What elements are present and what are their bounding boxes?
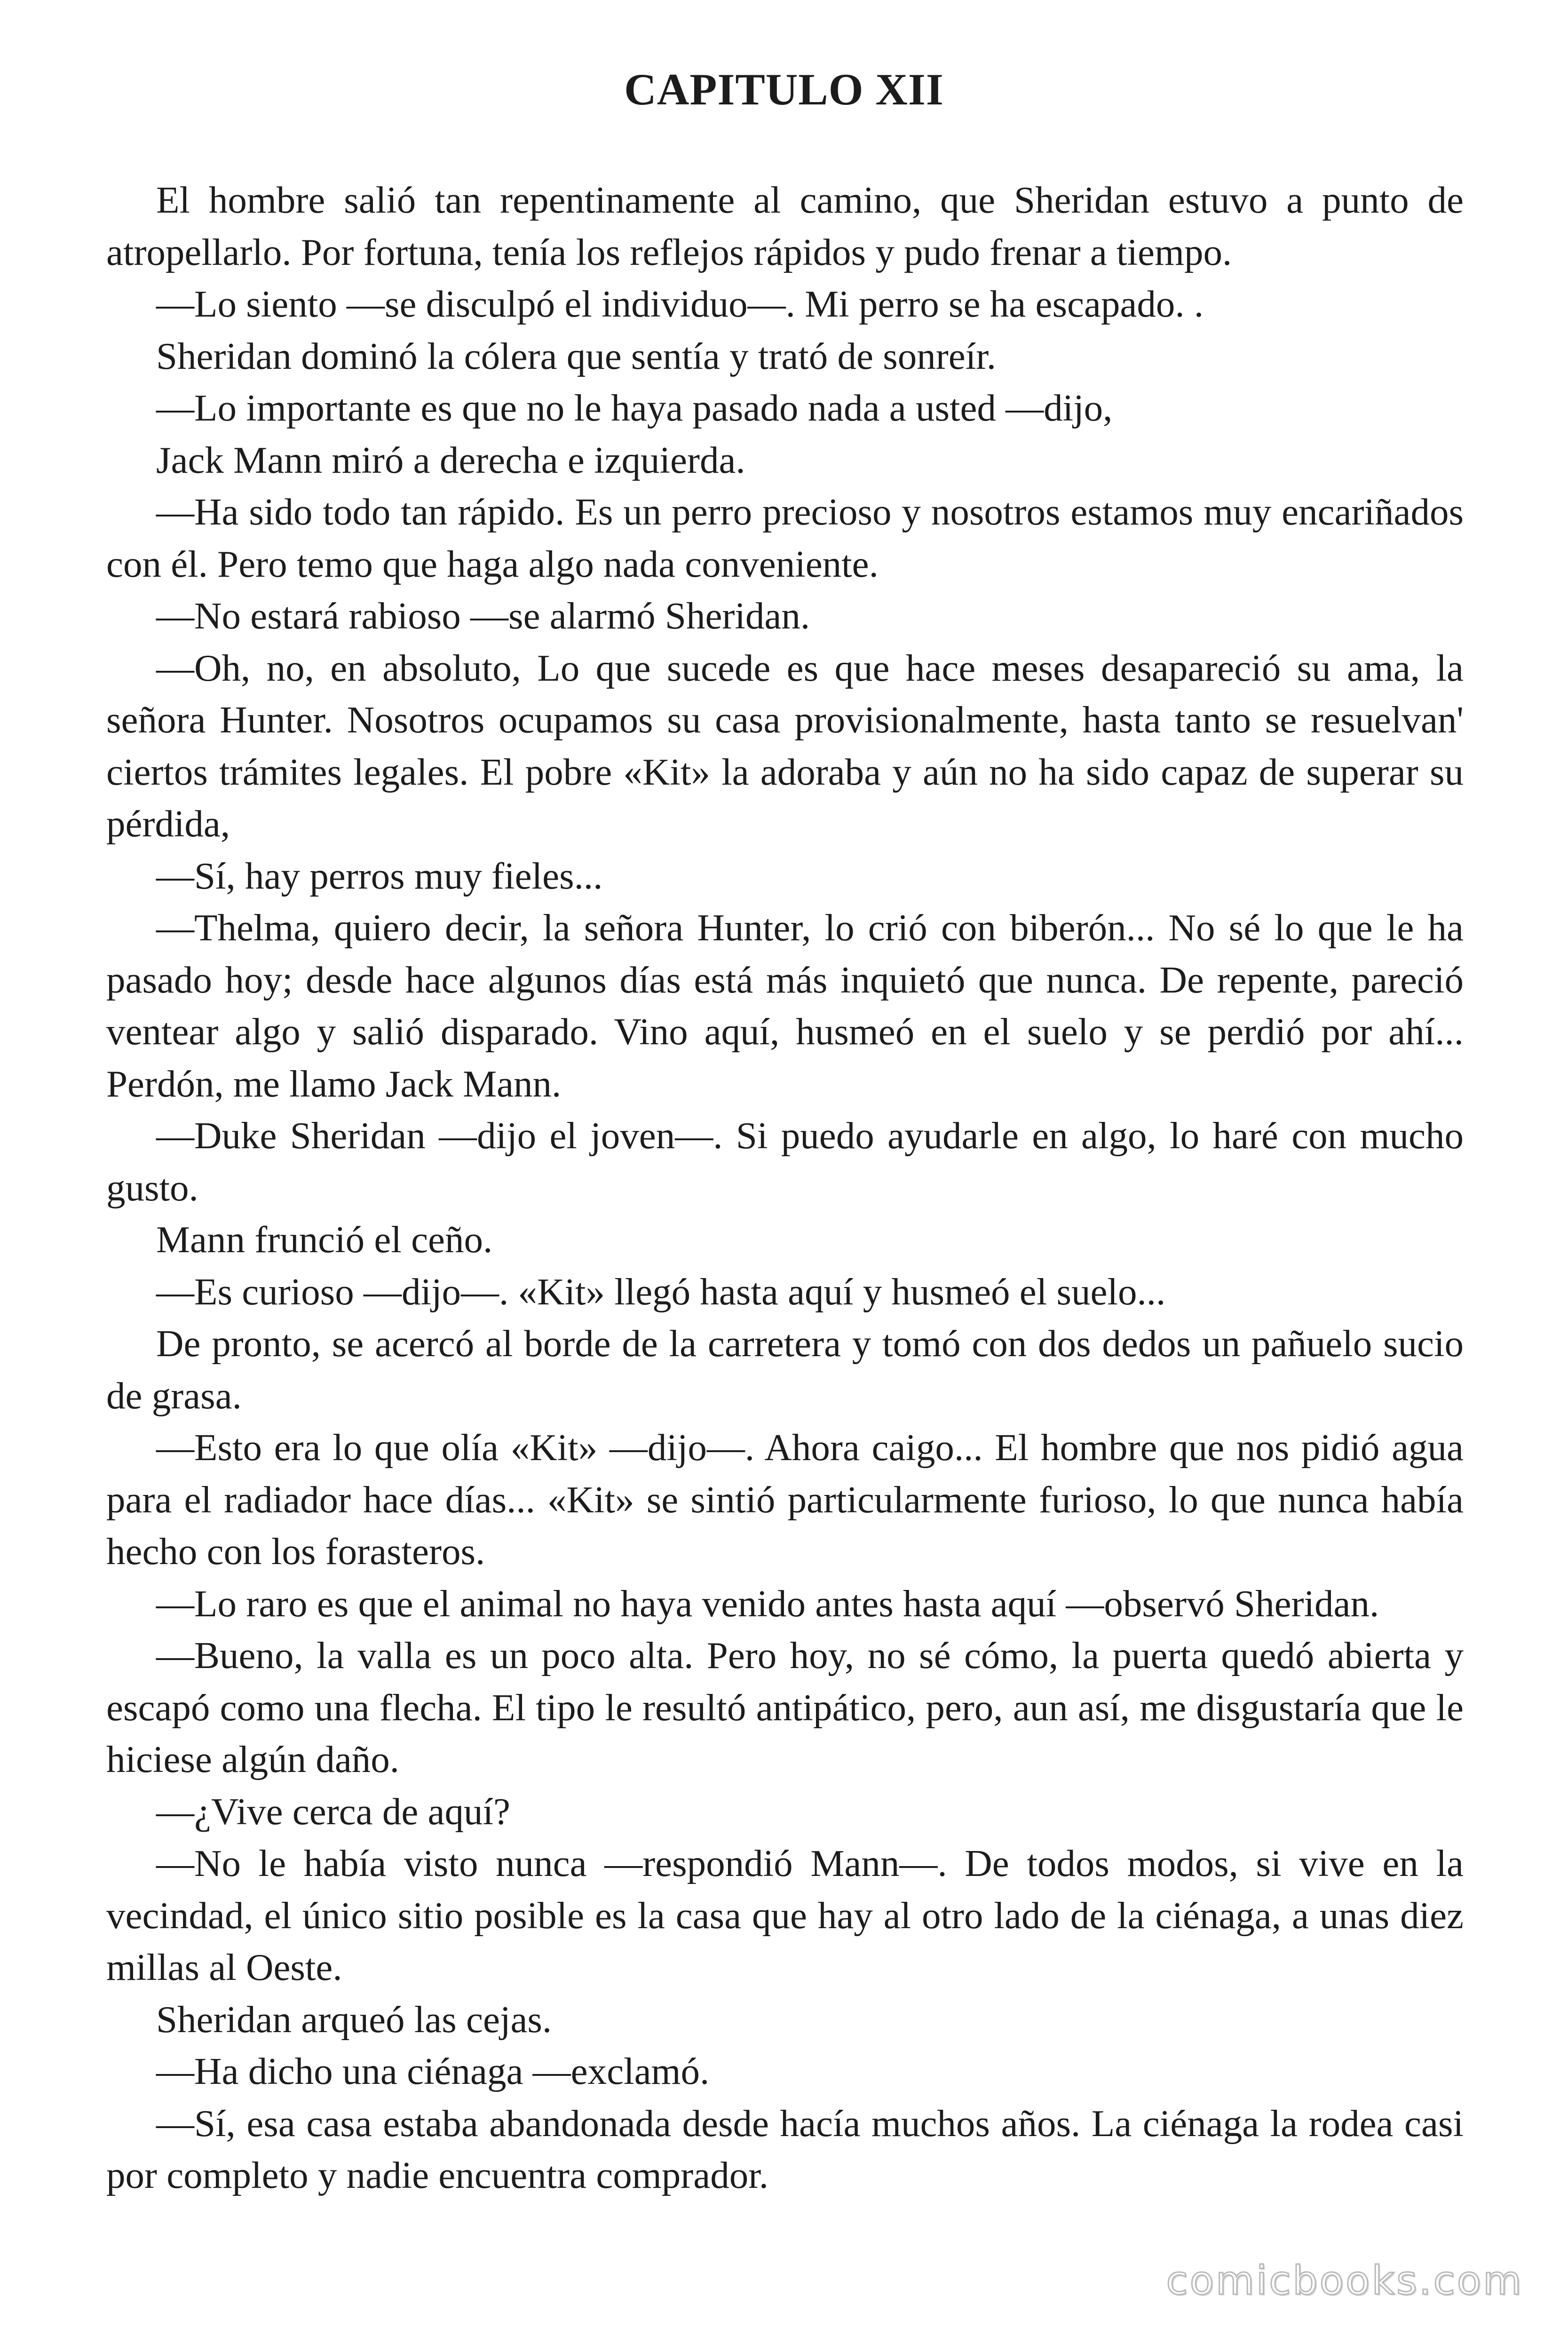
paragraph: —Lo raro es que el animal no haya venido antes hasta aquí —observó Sheridan. <box>156 1582 1379 1625</box>
paragraph: —Oh, no, en absoluto, Lo que sucede es que hace meses desapareció su ama, la señora Hunter. Nosotros ocupamos su casa provisionalmente, hasta tanto se resuelvan' ciertos trámites legales. El pobre «Kit» la adoraba y aún no ha sido capaz de superar su pérdida, <box>106 646 1464 845</box>
paragraph: —No estará rabioso —se alarmó Sheridan. <box>156 595 810 637</box>
paragraph: De pronto, se acercó al borde de la carretera y tomó con dos dedos un pañuelo sucio de grasa. <box>106 1322 1464 1417</box>
paragraph: —Esto era lo que olía «Kit» —dijo—. Ahora caigo... El hombre que nos pidió agua para el radiador hace días... «Kit» se sintió particularmente furioso, lo que nunca había hecho con los forasteros. <box>106 1426 1464 1573</box>
paragraph: —Es curioso —dijo—. «Kit» llegó hasta aquí y husmeó el suelo... <box>156 1270 1166 1313</box>
paragraph: —Sí, hay perros muy fieles... <box>156 854 603 897</box>
paragraph: —Lo importante es que no le haya pasado nada a usted —dijo, <box>156 387 1113 429</box>
chapter-title: CAPITULO XII <box>624 64 944 114</box>
paragraph: Sheridan arqueó las cejas. <box>156 1998 552 2041</box>
chapter-body <box>106 174 1464 2201</box>
paragraph: —Sí, esa casa estaba abandonada desde hacía muchos años. La ciénaga la rodea casi por completo y nadie encuentra comprador. <box>106 2102 1464 2196</box>
paragraph: —No le había visto nunca —respondió Mann—. De todos modos, si vive en la vecindad, el único sitio posible es la casa que hay al otro lado de la ciénaga, a unas diez millas al Oeste. <box>106 1842 1464 1988</box>
paragraph: —Duke Sheridan —dijo el joven—. Si puedo ayudarle en algo, lo haré con mucho gusto. <box>106 1114 1464 1209</box>
paragraph: —Lo siento —se disculpó el individuo—. Mi perro se ha escapado. . <box>156 283 1204 325</box>
paragraph: Sheridan dominó la cólera que sentía y trató de sonreír. <box>156 334 996 377</box>
paragraph: —Thelma, quiero decir, la señora Hunter, lo crió con biberón... No sé lo que le ha pasado hoy; desde hace algunos días está más inquietó que nunca. De repente, pareció ventear algo y salió disparado. Vino aquí, husmeó en el suelo y se perdió por ahí... Perdón, me llamo Jack Mann. <box>106 906 1464 1105</box>
paragraph: —Bueno, la valla es un poco alta. Pero hoy, no sé cómo, la puerta quedó abierta y escapó como una flecha. El tipo le resultó antipático, pero, aun así, me disgustaría que le hiciese algún daño. <box>106 1634 1464 1780</box>
watermark: comicbooks.com <box>1166 2257 1523 2304</box>
paragraph: —Ha dicho una ciénaga —exclamó. <box>156 2050 710 2092</box>
paragraph: —¿Vive cerca de aquí? <box>156 1790 510 1833</box>
paragraph: —Ha sido todo tan rápido. Es un perro precioso y nosotros estamos muy encariñados con él. Pero temo que haga algo nada conveniente. <box>106 491 1464 585</box>
paragraph: Jack Mann miró a derecha e izquierda. <box>156 438 745 481</box>
paragraph: El hombre salió tan repentinamente al camino, que Sheridan estuvo a punto de atropellarlo. Por fortuna, tenía los reflejos rápidos y pudo frenar a tiempo. <box>106 179 1464 273</box>
paragraph: Mann frunció el ceño. <box>156 1218 493 1261</box>
